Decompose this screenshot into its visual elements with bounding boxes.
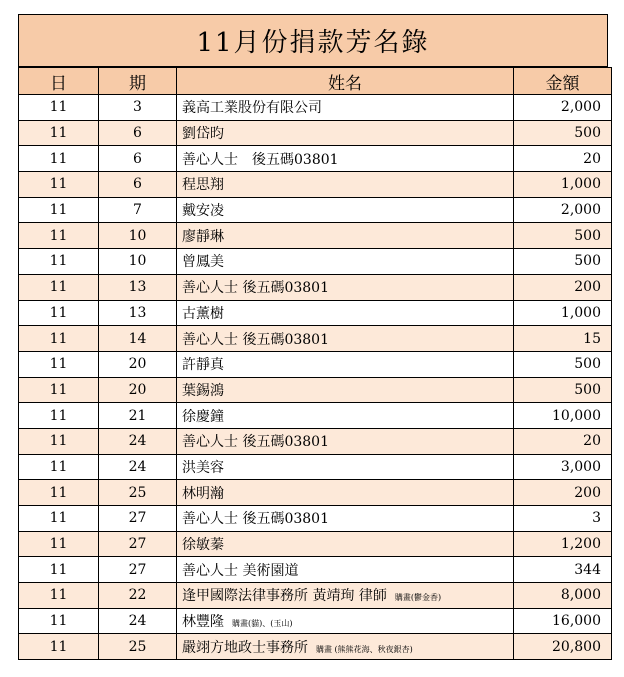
donor-name: 徐敏蓁: [182, 537, 224, 554]
donor-note: 購畫(貓)、(玉山): [232, 619, 293, 629]
table-row: [19, 326, 612, 352]
cell-month: 11: [19, 172, 99, 198]
table-row: [19, 300, 612, 326]
cell-day: 6: [99, 172, 177, 198]
cell-name: [177, 172, 514, 198]
donor-name: 許靜真: [182, 357, 224, 374]
header-name: 姓名: [177, 68, 514, 95]
cell-amount: 2,000: [514, 197, 612, 223]
table-row: [19, 377, 612, 403]
table-row: [19, 583, 612, 609]
cell-name: [177, 377, 514, 403]
cell-name: [177, 249, 514, 275]
table-row: [19, 146, 612, 172]
table-row: [19, 634, 612, 660]
cell-amount: 500: [514, 120, 612, 146]
cell-month: 11: [19, 583, 99, 609]
donor-name: 善心人士 美術園道: [182, 562, 299, 579]
donor-name: 嚴翊方地政士事務所: [182, 639, 308, 656]
table-row: [19, 480, 612, 506]
cell-month: 11: [19, 300, 99, 326]
donor-name: 林明瀚: [182, 485, 224, 502]
cell-day: 27: [99, 557, 177, 583]
cell-amount: 500: [514, 351, 612, 377]
table-row: [19, 95, 612, 121]
cell-month: 11: [19, 454, 99, 480]
cell-amount: 1,000: [514, 300, 612, 326]
cell-amount: 500: [514, 377, 612, 403]
cell-amount: 20,800: [514, 634, 612, 660]
cell-amount: 20: [514, 428, 612, 454]
cell-day: 22: [99, 583, 177, 609]
table-row: [19, 506, 612, 532]
donor-name: 義高工業股份有限公司: [182, 100, 322, 117]
donor-name: 曾鳳美: [182, 254, 224, 271]
donor-name: 善心人士 後五碼03801: [182, 280, 329, 297]
table-row: [19, 608, 612, 634]
cell-amount: 500: [514, 223, 612, 249]
cell-amount: 500: [514, 249, 612, 275]
cell-amount: 3: [514, 506, 612, 532]
cell-name: [177, 146, 514, 172]
donor-name: 古薰樹: [182, 305, 224, 322]
cell-month: 11: [19, 326, 99, 352]
table-row: [19, 531, 612, 557]
donation-table: [18, 67, 612, 660]
table-row: [19, 274, 612, 300]
cell-amount: 20: [514, 146, 612, 172]
table-body: [19, 95, 612, 660]
cell-day: 24: [99, 454, 177, 480]
cell-amount: 16,000: [514, 608, 612, 634]
header-row: [19, 68, 612, 95]
cell-month: 11: [19, 557, 99, 583]
cell-day: 14: [99, 326, 177, 352]
cell-amount: 200: [514, 480, 612, 506]
cell-name: [177, 197, 514, 223]
cell-month: 11: [19, 120, 99, 146]
donor-name: 善心人士 後五碼03801: [182, 511, 329, 528]
cell-month: 11: [19, 146, 99, 172]
cell-day: 21: [99, 403, 177, 429]
cell-amount: 200: [514, 274, 612, 300]
cell-day: 24: [99, 608, 177, 634]
cell-name: [177, 634, 514, 660]
cell-month: 11: [19, 506, 99, 532]
cell-month: 11: [19, 249, 99, 275]
cell-amount: 8,000: [514, 583, 612, 609]
table-row: [19, 172, 612, 198]
cell-name: [177, 480, 514, 506]
table-row: [19, 197, 612, 223]
donor-name: 善心人士 後五碼03801: [182, 331, 329, 348]
cell-month: 11: [19, 223, 99, 249]
table-row: [19, 249, 612, 275]
cell-day: 20: [99, 377, 177, 403]
cell-day: 24: [99, 428, 177, 454]
cell-month: 11: [19, 634, 99, 660]
sheet-title: 11月份捐款芳名錄: [18, 14, 608, 67]
header-amount: 金額: [514, 68, 612, 95]
cell-day: 10: [99, 249, 177, 275]
cell-month: 11: [19, 351, 99, 377]
cell-day: 27: [99, 531, 177, 557]
cell-month: 11: [19, 480, 99, 506]
cell-day: 13: [99, 274, 177, 300]
cell-month: 11: [19, 403, 99, 429]
donor-name: 劉岱昀: [182, 126, 224, 143]
table-row: [19, 120, 612, 146]
cell-name: [177, 454, 514, 480]
cell-day: 6: [99, 146, 177, 172]
cell-day: 20: [99, 351, 177, 377]
cell-day: 6: [99, 120, 177, 146]
cell-day: 13: [99, 300, 177, 326]
donor-name: 廖靜琳: [182, 228, 224, 245]
cell-name: [177, 120, 514, 146]
donor-name: 逢甲國際法律事務所 黃靖珣 律師: [182, 588, 387, 605]
table-row: [19, 403, 612, 429]
header-day: 期: [99, 68, 177, 95]
donor-note: 購畫(鬱金香): [394, 593, 442, 603]
donor-name: 林豐隆: [182, 614, 224, 631]
cell-name: [177, 223, 514, 249]
cell-month: 11: [19, 531, 99, 557]
donor-name: 洪美容: [182, 459, 224, 476]
cell-amount: 2,000: [514, 95, 612, 121]
cell-amount: 344: [514, 557, 612, 583]
cell-day: 7: [99, 197, 177, 223]
cell-amount: 1,000: [514, 172, 612, 198]
donor-note: 購畫 (熊熊花海、秋夜銀杏): [316, 644, 413, 654]
cell-amount: 1,200: [514, 531, 612, 557]
cell-name: [177, 557, 514, 583]
cell-name: [177, 531, 514, 557]
donor-name: 善心人士 後五碼03801: [182, 151, 339, 168]
cell-month: 11: [19, 95, 99, 121]
cell-name: [177, 428, 514, 454]
cell-month: 11: [19, 428, 99, 454]
table-row: [19, 557, 612, 583]
donor-name: 善心人士 後五碼03801: [182, 434, 329, 451]
header-month: 日: [19, 68, 99, 95]
cell-day: 25: [99, 634, 177, 660]
table-row: [19, 428, 612, 454]
donor-name: 葉錫鴻: [182, 382, 224, 399]
cell-name: [177, 326, 514, 352]
table-row: [19, 351, 612, 377]
cell-amount: 3,000: [514, 454, 612, 480]
cell-day: 10: [99, 223, 177, 249]
cell-amount: 10,000: [514, 403, 612, 429]
cell-amount: 15: [514, 326, 612, 352]
donor-name: 徐慶鐘: [182, 408, 224, 425]
cell-day: 3: [99, 95, 177, 121]
cell-name: [177, 506, 514, 532]
cell-name: [177, 274, 514, 300]
donation-sheet: [18, 14, 608, 660]
cell-month: 11: [19, 274, 99, 300]
cell-name: [177, 300, 514, 326]
cell-day: 25: [99, 480, 177, 506]
cell-month: 11: [19, 377, 99, 403]
cell-day: 27: [99, 506, 177, 532]
table-row: [19, 223, 612, 249]
donor-name: 戴安凌: [182, 203, 224, 220]
cell-name: [177, 608, 514, 634]
cell-name: [177, 95, 514, 121]
donor-name: 程思翔: [182, 177, 224, 194]
cell-month: 11: [19, 197, 99, 223]
table-row: [19, 454, 612, 480]
cell-name: [177, 351, 514, 377]
cell-name: [177, 583, 514, 609]
cell-name: [177, 403, 514, 429]
cell-month: 11: [19, 608, 99, 634]
